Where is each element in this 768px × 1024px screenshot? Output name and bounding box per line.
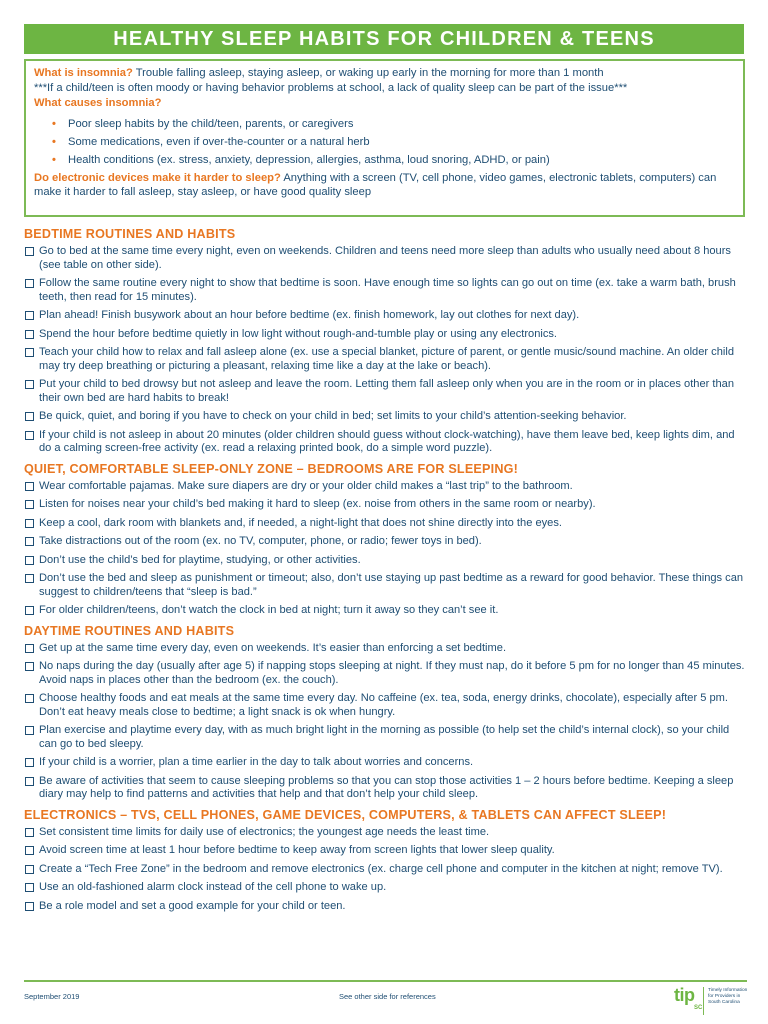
checkbox-icon: [25, 865, 34, 874]
checkbox-icon: [25, 500, 34, 509]
checklist-item: [24, 844, 748, 858]
bullet-icon: •: [52, 117, 56, 130]
checklist-item: [24, 692, 748, 719]
item-text: Be a role model and set a good example for your child or teen.: [39, 899, 346, 912]
checkbox-icon: [25, 431, 34, 440]
footer-note: See other side for references: [339, 992, 436, 1001]
checkbox-icon: [25, 380, 34, 389]
item-text: If your child is not asleep in about 20 minutes (older children should guess without clock-watching), have them leave bed, keep lights dim, and do a calming screen-free activity (ex. read a relaxing printed book, do a simple word puzzle).: [39, 428, 735, 454]
insomnia-note: ***If a child/teen is often moody or having behavior problems at school, a lack of quality sleep can be part of the issue***: [34, 81, 628, 94]
question-label: What is insomnia?: [34, 67, 133, 79]
checklist-item: [24, 554, 748, 568]
checklist-item: [24, 535, 748, 549]
checkbox-icon: [25, 777, 34, 786]
item-text: Take distractions out of the room (ex. no TV, computer, phone, or radio; fewer toys in bed).: [39, 535, 482, 547]
cause-item: [52, 151, 735, 169]
checklist-item: [24, 863, 748, 877]
checkbox-icon: [25, 519, 34, 528]
cause-item: [52, 133, 735, 151]
checklist-item: [24, 309, 748, 323]
bullet-icon: •: [52, 135, 56, 148]
checklist-item: [24, 410, 748, 424]
checkbox-icon: [25, 348, 34, 357]
checklist-item: [24, 245, 748, 272]
item-text: Wear comfortable pajamas. Make sure diapers are dry or your older child makes a “last trip” to the bathroom.: [39, 479, 573, 492]
checkbox-icon: [25, 883, 34, 892]
checklist-item: [24, 480, 748, 494]
logo-sub: SC: [694, 1005, 703, 1011]
tipsc-logo: [668, 983, 748, 1019]
section-heading: ELECTRONICS – TVS, CELL PHONES, GAME DEVICES, COMPUTERS, & TABLETS CAN AFFECT SLEEP!: [24, 807, 667, 822]
item-text: Create a “Tech Free Zone” in the bedroom and remove electronics (ex. charge cell phone and computer in the kitchen at night; remove TV).: [39, 862, 723, 875]
item-text: For older children/teens, don’t watch the clock in bed at night; turn it away so they can’t see it.: [39, 604, 499, 616]
checklist-item: [24, 498, 748, 512]
item-text: Choose healthy foods and eat meals at the same time every day. No caffeine (ex. tea, soda, energy drinks, chocolate), especially after 5 pm. Don’t eat heavy meals close to bedtime; a light snack is ok when hungry.: [39, 692, 729, 718]
habits-content: [24, 226, 748, 918]
checkbox-icon: [25, 330, 34, 339]
what-is-insomnia: [34, 66, 735, 81]
checklist-item: [24, 724, 748, 751]
item-text: Listen for noises near your child’s bed making it hard to sleep (ex. noise from others in the same room or nearby).: [39, 498, 596, 510]
checklist-item: [24, 642, 748, 656]
item-text: If your child is a worrier, plan a time earlier in the day to talk about worries and concerns.: [39, 756, 474, 768]
item-text: Set consistent time limits for daily use of electronics; the youngest age needs the least time.: [39, 825, 490, 838]
causes-list: [34, 115, 735, 169]
checkbox-icon: [25, 644, 34, 653]
checklist-item: [24, 826, 748, 840]
checkbox-icon: [25, 537, 34, 546]
bullet-icon: •: [52, 153, 56, 166]
page-title: HEALTHY SLEEP HABITS FOR CHILDREN & TEENS: [24, 24, 744, 54]
section-heading: BEDTIME ROUTINES AND HABITS: [24, 227, 236, 241]
checkbox-icon: [25, 556, 34, 565]
item-text: No naps during the day (usually after age 5) if napping stops sleeping at night. If they must nap, do it before 5 pm for no longer than 45 minutes. Avoid naps in places other than the bedroom (ex. the couch).: [39, 660, 745, 686]
cause-text: Some medications, even if over-the-counter or a natural herb: [68, 135, 370, 148]
logo-wordmark: tip: [674, 985, 695, 1005]
checkbox-icon: [25, 726, 34, 735]
checklist-item: [24, 900, 748, 914]
checkbox-icon: [25, 828, 34, 837]
checklist-item: [24, 756, 748, 770]
item-text: Avoid screen time at least 1 hour before bedtime to keep away from screen lights that lower sleep quality.: [39, 844, 555, 856]
footer-divider: [24, 980, 747, 982]
checkbox-icon: [25, 482, 34, 491]
item-text: Plan ahead! Finish busywork about an hour before bedtime (ex. finish homework, lay out clothes for next day).: [39, 309, 580, 321]
item-text: Spend the hour before bedtime quietly in low light without rough-and-tumble play or using any electronics.: [39, 327, 558, 340]
answer-text: Anything with a screen (TV, cell phone, video games, electronic tablets, computers) can make it harder to fall asleep, stay asleep, or have good quality sleep: [34, 171, 717, 199]
checkbox-icon: [25, 412, 34, 421]
checklist-item: [24, 881, 748, 895]
checklist-item: [24, 775, 748, 802]
footer-date: September 2019: [24, 992, 80, 1001]
item-text: Don’t use the child’s bed for playtime, studying, or other activities.: [39, 553, 361, 566]
section-heading: QUIET, COMFORTABLE SLEEP-ONLY ZONE – BEDROOMS ARE FOR SLEEPING!: [24, 461, 519, 476]
item-text: Plan exercise and playtime every day, with as much bright light in the morning as possible (to help set the child’s internal clock), so your child can go to bed sleepy.: [39, 724, 730, 750]
checkbox-icon: [25, 662, 34, 671]
item-text: Get up at the same time every day, even on weekends. It’s easier than enforcing a set bedtime.: [39, 641, 507, 654]
checklist-item: [24, 277, 748, 304]
electronics-question-block: [34, 171, 735, 200]
cause-item: [52, 115, 735, 133]
checklist-item: [24, 572, 748, 599]
checkbox-icon: [25, 758, 34, 767]
checklist-item: [24, 378, 748, 405]
item-text: Use an old-fashioned alarm clock instead of the cell phone to wake up.: [39, 881, 387, 893]
answer-text: Trouble falling asleep, staying asleep, or waking up early in the morning for more than 1 month: [132, 67, 604, 79]
logo-tagline: Timely Information for Providers in South Carolina: [708, 988, 748, 1005]
checkbox-icon: [25, 902, 34, 911]
item-text: Don’t use the bed and sleep as punishment or timeout; also, don’t use staying up past bedtime as a reward for good behavior. These things can suggest to children/teens that “sleep is bad.”: [39, 572, 744, 598]
checklist-item: [24, 328, 748, 342]
cause-text: Poor sleep habits by the child/teen, parents, or caregivers: [68, 117, 354, 130]
section-heading: DAYTIME ROUTINES AND HABITS: [24, 623, 235, 638]
checkbox-icon: [25, 279, 34, 288]
checkbox-icon: [25, 606, 34, 615]
item-text: Teach your child how to relax and fall asleep alone (ex. use a special blanket, picture of parent, or gentle music/sound machine. An older child may try deep breathing or picturing a pleasant, relaxing time like a day at the lake or beach).: [39, 346, 734, 372]
checklist-item: [24, 346, 748, 373]
checklist-item: [24, 604, 748, 618]
item-text: Go to bed at the same time every night, even on weekends. Children and teens need more sleep than adults who usually need about 8 hours (see table on other side).: [39, 245, 731, 271]
item-text: Be quick, quiet, and boring if you have to check on your child in bed; set limits to your child’s attention-seeking behavior.: [39, 410, 627, 422]
item-text: Follow the same routine every night to show that bedtime is soon. Have enough time so lights can go out on time (ex. take a warm bath, brush teeth, then read for 15 minutes).: [39, 277, 736, 303]
checkbox-icon: [25, 574, 34, 583]
checklist-item: [24, 660, 748, 687]
cause-text: Health conditions (ex. stress, anxiety, depression, allergies, asthma, loud snoring, ADHD, or pain): [68, 153, 550, 166]
question-label: Do electronic devices make it harder to sleep?: [34, 171, 281, 184]
logo-divider: [703, 987, 704, 1015]
checkbox-icon: [25, 311, 34, 320]
checkbox-icon: [25, 846, 34, 855]
item-text: Put your child to bed drowsy but not asleep and leave the room. Letting them fall asleep only when you are in the room or in places other than their own bed are hard habits to break!: [39, 378, 735, 404]
item-text: Be aware of activities that seem to cause sleeping problems so that you can stop those activities 1 – 2 hours before bedtime. Keeping a sleep diary may help to find patterns and activities that help and that don’t help your child sleep.: [39, 774, 734, 800]
insomnia-info-box: [24, 59, 745, 217]
checkbox-icon: [25, 694, 34, 703]
checklist-item: [24, 517, 748, 531]
checkbox-icon: [25, 247, 34, 256]
item-text: Keep a cool, dark room with blankets and, if needed, a night-light that does not shine directly into the eyes.: [39, 516, 562, 529]
causes-question: What causes insomnia?: [34, 97, 162, 110]
checklist-item: [24, 429, 748, 456]
